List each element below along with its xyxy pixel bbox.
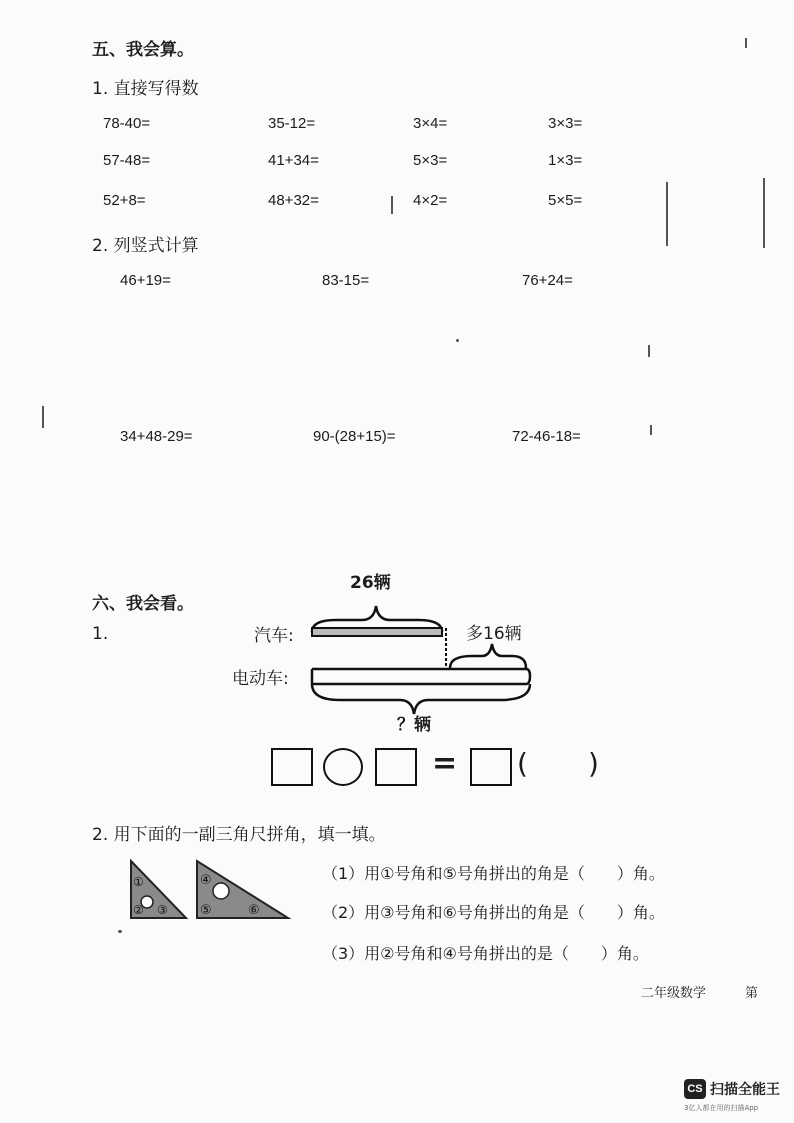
unit-paren-close: ) xyxy=(588,747,599,780)
unknown-quantity-label: ？辆 xyxy=(397,715,431,735)
scan-artifact xyxy=(745,38,747,48)
question2-item: （1）用①号角和⑤号角拼出的角是（ ）角。 xyxy=(322,864,665,883)
problem: 4×2= xyxy=(413,192,448,209)
part2-title: 2. 列竖式计算 xyxy=(92,236,199,256)
angle-label: ⑤ xyxy=(200,903,212,918)
set-square-45 xyxy=(194,858,292,922)
section5-title: 五、我会算。 xyxy=(92,40,194,60)
watermark-logo xyxy=(684,1079,706,1099)
vertical-problem: 83-15= xyxy=(322,272,370,289)
ebike-label: 电动车: xyxy=(232,669,289,689)
scan-artifact xyxy=(118,930,122,933)
scan-artifact xyxy=(456,339,459,342)
question-number: 1. xyxy=(92,624,109,644)
scan-artifact xyxy=(666,182,668,246)
scan-artifact xyxy=(42,406,44,428)
angle-label: ④ xyxy=(200,873,212,888)
scan-artifact xyxy=(391,196,393,214)
problem: 57-48= xyxy=(103,152,151,169)
scan-artifact xyxy=(763,178,765,248)
top-quantity-label: 26辆 xyxy=(350,573,391,593)
vertical-problem: 46+19= xyxy=(120,272,171,289)
question2-title: 2. 用下面的一副三角尺拼角，填一填。 xyxy=(92,825,386,845)
vertical-problem: 34+48-29= xyxy=(120,428,193,445)
problem: 3×3= xyxy=(548,115,583,132)
equals-sign: = xyxy=(432,746,458,781)
problem: 41+34= xyxy=(268,152,319,169)
scan-artifact xyxy=(650,425,652,435)
unit-paren-open: ( xyxy=(517,747,528,780)
problem: 78-40= xyxy=(103,115,151,132)
set-square-30-60 xyxy=(128,858,190,922)
problem: 52+8= xyxy=(103,192,146,209)
angle-label: ① xyxy=(133,875,144,889)
angle-label: ⑥ xyxy=(248,903,260,918)
problem: 35-12= xyxy=(268,115,316,132)
vertical-problem: 72-46-18= xyxy=(512,428,581,445)
bar-diagram xyxy=(300,580,550,720)
scan-artifact xyxy=(648,345,650,357)
question2-item: （2）用③号角和⑥号角拼出的角是（ ）角。 xyxy=(322,903,665,922)
problem: 48+32= xyxy=(268,192,319,209)
watermark-app-name: 扫描全能王 xyxy=(710,1082,780,1098)
vertical-problem: 90-(28+15)= xyxy=(313,428,396,445)
answer-box[interactable] xyxy=(271,748,313,786)
answer-box[interactable] xyxy=(470,748,512,786)
more-label: 多16辆 xyxy=(466,624,522,644)
part1-title: 1. 直接写得数 xyxy=(92,79,199,99)
problem: 5×3= xyxy=(413,152,448,169)
footer-grade: 二年级数学 xyxy=(641,986,707,1001)
problem: 3×4= xyxy=(413,115,448,132)
angle-label: ② xyxy=(133,903,144,917)
problem: 1×3= xyxy=(548,152,583,169)
section6-title: 六、我会看。 xyxy=(92,594,194,614)
car-label: 汽车: xyxy=(254,626,294,646)
watermark-logo-text: CS xyxy=(687,1083,703,1095)
watermark-tagline: 3亿人都在用的扫描App xyxy=(684,1104,759,1112)
footer-page: 第 xyxy=(745,986,759,1001)
vertical-problem: 76+24= xyxy=(522,272,573,289)
question2-item: （3）用②号角和④号角拼出的是（ ）角。 xyxy=(322,944,649,963)
answer-box[interactable] xyxy=(375,748,417,786)
angle-label: ③ xyxy=(157,903,168,917)
operator-circle[interactable] xyxy=(323,748,363,786)
problem: 5×5= xyxy=(548,192,583,209)
unit-answer-field[interactable] xyxy=(534,752,584,782)
